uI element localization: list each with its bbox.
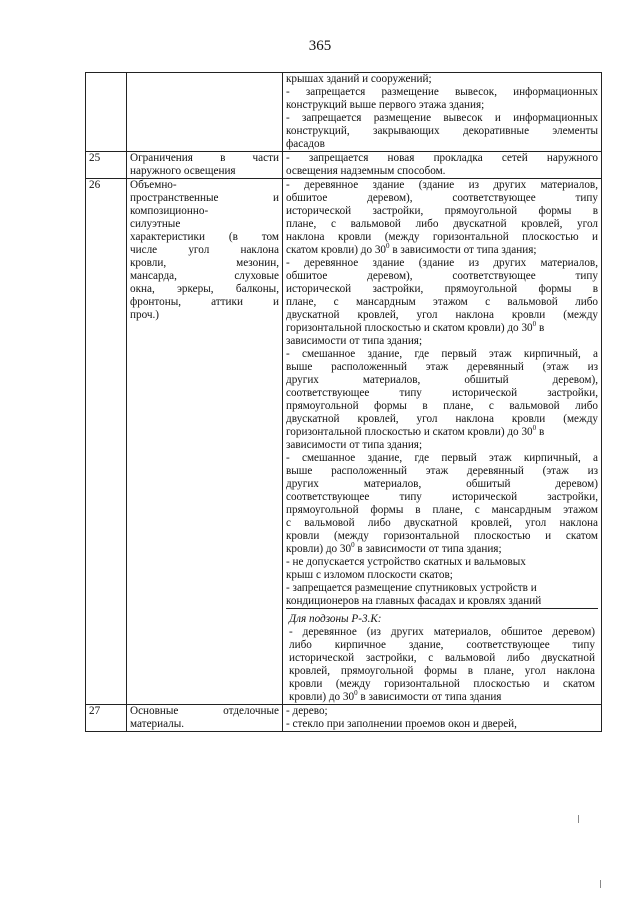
text-line: - стекло при заполнении проемов окон и дверей, xyxy=(286,718,517,730)
text-line: - деревянное здание (здание из других материалов, xyxy=(286,179,598,191)
subzone-title: Для подзоны Р-3.К: xyxy=(289,613,382,625)
text-fragment: кровли) до 30 xyxy=(289,691,355,703)
text-line: крыш с изломом плоскости скатов; xyxy=(286,569,453,581)
text-line: обшитое деревом), соответствующее типу xyxy=(286,192,598,204)
text-line: мансарда, слуховые xyxy=(130,270,279,282)
regulations-table xyxy=(85,72,602,732)
table-row xyxy=(86,152,602,179)
text-line xyxy=(286,543,598,556)
table-row xyxy=(86,73,602,152)
text-line: прямоугольной формы в плане, с мансардным этажом xyxy=(286,504,598,516)
text-fragment: горизонтальной плоскостью и скатом кровли) до 30 xyxy=(286,322,533,334)
text-line: материалы. xyxy=(130,718,185,730)
text-line: - деревянное здание (здание из других материалов, xyxy=(286,257,598,269)
text-line: кондиционеров на главных фасадах и кровлях зданий xyxy=(286,595,542,607)
text-line: - запрещается размещение спутниковых устройств и xyxy=(286,582,537,594)
text-line: соответствующее типу исторической застройки, xyxy=(286,387,598,399)
text-line: двускатной кровлей, угол наклона кровли (между xyxy=(286,413,598,425)
row-number-cell: 25 xyxy=(86,152,127,179)
text-line: других материалов, обшитый деревом) xyxy=(286,478,598,490)
text-line: - смешанное здание, где первый этаж кирпичный, а xyxy=(286,452,598,464)
text-line: кровли (между горизонтальной плоскостью и скатом xyxy=(289,678,595,690)
text-fragment: кровли) до 30 xyxy=(286,543,352,555)
text-line: наклона кровли (между горизонтальной плоскостью и xyxy=(286,231,598,243)
text-line: числе угол наклона xyxy=(130,244,279,256)
page-number: 365 xyxy=(308,38,332,54)
text-fragment: скатом кровли) до 30 xyxy=(286,244,387,256)
degree-mark: 0 xyxy=(532,424,537,432)
text-line: Ограничения в части xyxy=(130,152,279,164)
degree-mark: 0 xyxy=(532,320,537,328)
text-line: выше расположенный этаж деревянный (этаж из xyxy=(286,465,598,477)
text-line: конструкций выше первого этажа здания; xyxy=(286,99,485,111)
text-line: Объемно- xyxy=(130,179,177,191)
parameter-cell xyxy=(127,73,283,152)
text-line: зависимости от типа здания; xyxy=(286,335,423,347)
text-line: зависимости от типа здания; xyxy=(286,439,423,451)
text-line: исторической застройки, прямоугольной формы в xyxy=(286,283,598,295)
text-line: прямоугольной формы в плане, с вальмовой либо xyxy=(286,400,598,412)
text-line: - деревянное (из других материалов, обшитое деревом) xyxy=(289,626,595,638)
text-line: фронтоны, аттики и xyxy=(130,296,279,308)
text-line: проч.) xyxy=(130,309,160,321)
text-line: силуэтные xyxy=(130,218,181,230)
scan-mark xyxy=(600,880,601,888)
parameter-cell xyxy=(127,705,283,732)
text-line: освещения надземным способом. xyxy=(286,165,446,177)
requirements-cell xyxy=(283,73,602,152)
text-line: крышах зданий и сооружений; xyxy=(286,73,432,85)
text-line: кровлей, прямоугольной формы в плане, угол наклона xyxy=(289,665,595,677)
text-fragment: в зависимости от типа здания; xyxy=(354,543,502,555)
requirements-cell xyxy=(283,179,602,705)
text-line: наружного освещения xyxy=(130,165,236,177)
text-fragment: в xyxy=(536,426,545,438)
text-line: Основные отделочные xyxy=(130,705,279,717)
text-fragment: в зависимости от типа здания xyxy=(357,691,502,703)
text-line: выше расположенный этаж деревянный (этаж из xyxy=(286,361,598,373)
text-line: двускатной кровлей, угол наклона кровли (между xyxy=(286,309,598,321)
text-line: плане, с вальмовой либо двускатной кровлей, угол xyxy=(286,218,598,230)
parameter-cell xyxy=(127,179,283,705)
text-line: окна, эркеры, балконы, xyxy=(130,283,279,295)
text-line: кровли (между горизонтальной плоскостью и скатом xyxy=(286,530,598,542)
parameter-cell xyxy=(127,152,283,179)
text-line: - не допускается устройство скатных и вальмовых xyxy=(286,556,526,568)
text-line xyxy=(286,426,598,439)
table-row xyxy=(86,705,602,732)
degree-mark: 0 xyxy=(351,541,355,549)
text-fragment: в xyxy=(536,322,545,334)
text-line: - смешанное здание, где первый этаж кирпичный, а xyxy=(286,348,598,360)
requirements-cell xyxy=(283,152,602,179)
text-line: конструкций, закрывающих декоративные элементы xyxy=(286,125,598,137)
text-fragment: горизонтальной плоскостью и скатом кровли) до 30 xyxy=(286,426,533,438)
row-number-cell: 26 xyxy=(86,179,127,705)
text-line xyxy=(286,244,598,257)
row-number-cell xyxy=(86,73,127,152)
text-line: с вальмовой либо двускатной кровлей, угол наклона xyxy=(286,517,598,529)
text-fragment: в зависимости от типа здания; xyxy=(389,244,537,256)
text-line: характеристики (в том xyxy=(130,231,279,243)
text-line: исторической застройки, с вальмовой либо двускатной xyxy=(289,652,595,664)
row-number-cell: 27 xyxy=(86,705,127,732)
text-line: соответствующее типу исторической застройки, xyxy=(286,491,598,503)
text-line: плане, с мансардным этажом с вальмовой либо xyxy=(286,296,598,308)
text-line: - запрещается размещение вывесок и информационных xyxy=(286,112,598,124)
text-line: либо кирпичное здание, соответствующее типу xyxy=(289,639,595,651)
text-line: - запрещается новая прокладка сетей наружного xyxy=(286,152,598,164)
text-line: других материалов, обшитый деревом), xyxy=(286,374,598,386)
text-line xyxy=(289,691,595,704)
text-line: исторической застройки, прямоугольной формы в xyxy=(286,205,598,217)
text-line: - дерево; xyxy=(286,705,328,717)
table-row xyxy=(86,179,602,705)
text-line xyxy=(286,322,598,335)
text-line: фасадов xyxy=(286,138,325,150)
scan-mark xyxy=(578,815,579,823)
subzone-block xyxy=(286,608,598,704)
text-line: пространственные и xyxy=(130,192,279,204)
text-line: - запрещается размещение вывесок, информационных xyxy=(286,86,598,98)
text-line: кровли, мезонин, xyxy=(130,257,279,269)
text-line: обшитое деревом), соответствующее типу xyxy=(286,270,598,282)
text-line: композиционно- xyxy=(130,205,209,217)
degree-mark: 0 xyxy=(354,689,358,697)
degree-mark: 0 xyxy=(386,242,390,250)
requirements-cell xyxy=(283,705,602,732)
